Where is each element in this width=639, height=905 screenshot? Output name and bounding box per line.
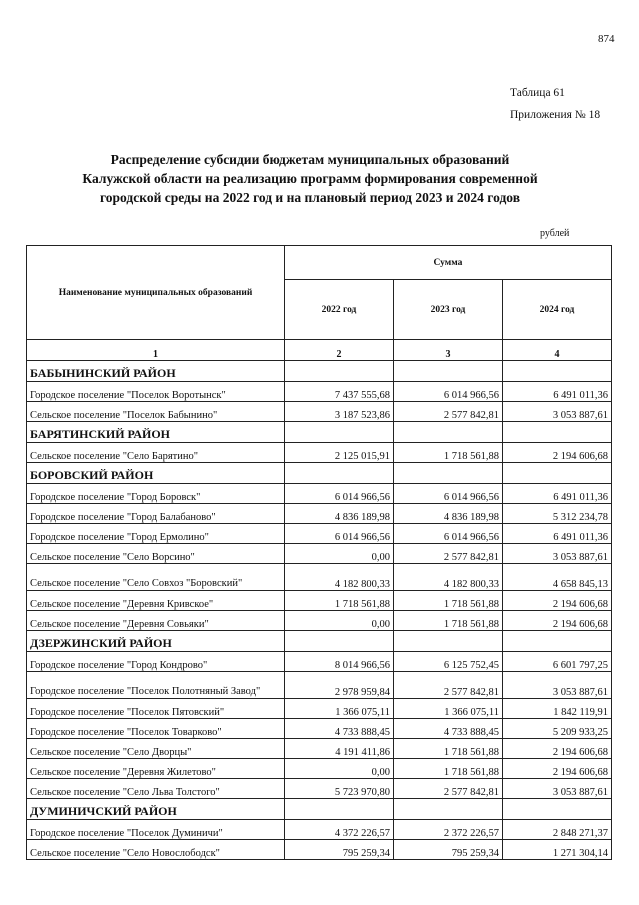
table-row	[27, 820, 612, 840]
municipality-name: Городское поселение "Поселок Товарково"	[27, 719, 285, 739]
municipality-name: Городское поселение "Город Ермолино"	[27, 524, 285, 544]
title-line: городской среды на 2022 год и на плановый период 2023 и 2024 годов	[100, 190, 520, 205]
amount-2024: 3 053 887,61	[503, 544, 612, 564]
empty-cell	[503, 422, 612, 443]
amount-2022: 4 836 189,98	[285, 504, 394, 524]
amount-2023: 1 366 075,11	[394, 699, 503, 719]
table-row	[27, 382, 612, 402]
amount-2023: 1 718 561,88	[394, 443, 503, 463]
empty-cell	[394, 422, 503, 443]
municipality-name: Городское поселение "Город Балабаново"	[27, 504, 285, 524]
title-line: Распределение субсидии бюджетам муниципальных образований	[110, 152, 510, 167]
empty-cell	[503, 631, 612, 652]
amount-2022: 2 978 959,84	[285, 672, 394, 699]
empty-cell	[285, 463, 394, 484]
document-title	[60, 150, 560, 207]
table-body	[27, 361, 612, 860]
amount-2023: 795 259,34	[394, 840, 503, 860]
header-sum: Сумма	[285, 246, 612, 280]
table-row	[27, 484, 612, 504]
amount-2022: 3 187 523,86	[285, 402, 394, 422]
empty-cell	[285, 799, 394, 820]
district-row	[27, 422, 612, 443]
municipality-name: Сельское поселение "Деревня Кривское"	[27, 591, 285, 611]
empty-cell	[285, 631, 394, 652]
amount-2024: 2 194 606,68	[503, 759, 612, 779]
amount-2023: 1 718 561,88	[394, 611, 503, 631]
district-row	[27, 361, 612, 382]
amount-2023: 1 718 561,88	[394, 759, 503, 779]
amount-2023: 2 577 842,81	[394, 544, 503, 564]
district-row	[27, 631, 612, 652]
empty-cell	[285, 361, 394, 382]
municipality-name: Сельское поселение "Село Ворсино"	[27, 544, 285, 564]
column-number: 2	[285, 340, 394, 361]
municipality-name: Сельское поселение "Поселок Бабынино"	[27, 402, 285, 422]
amount-2024: 2 194 606,68	[503, 443, 612, 463]
table-label: Таблица 61	[510, 87, 565, 99]
table-row	[27, 524, 612, 544]
header-year-2023: 2023 год	[394, 280, 503, 340]
amount-2023: 4 836 189,98	[394, 504, 503, 524]
appendix-label: Приложения № 18	[510, 109, 601, 121]
amount-2023: 6 014 966,56	[394, 382, 503, 402]
empty-cell	[285, 422, 394, 443]
empty-cell	[503, 799, 612, 820]
empty-cell	[503, 463, 612, 484]
amount-2022: 4 733 888,45	[285, 719, 394, 739]
district-name: ДЗЕРЖИНСКИЙ РАЙОН	[27, 631, 285, 652]
amount-2022: 6 014 966,56	[285, 484, 394, 504]
amount-2022: 7 437 555,68	[285, 382, 394, 402]
empty-cell	[394, 631, 503, 652]
amount-2022: 1 366 075,11	[285, 699, 394, 719]
amount-2023: 6 125 752,45	[394, 652, 503, 672]
amount-2024: 2 194 606,68	[503, 739, 612, 759]
amount-2022: 4 182 800,33	[285, 564, 394, 591]
table-row	[27, 699, 612, 719]
amount-2024: 3 053 887,61	[503, 672, 612, 699]
table-row	[27, 779, 612, 799]
table-row	[27, 591, 612, 611]
district-row	[27, 463, 612, 484]
amount-2024: 2 194 606,68	[503, 591, 612, 611]
amount-2022: 4 191 411,86	[285, 739, 394, 759]
amount-2022: 5 723 970,80	[285, 779, 394, 799]
empty-cell	[394, 463, 503, 484]
table-row	[27, 759, 612, 779]
table-row	[27, 672, 612, 699]
amount-2022: 0,00	[285, 759, 394, 779]
district-row	[27, 799, 612, 820]
district-name: БАРЯТИНСКИЙ РАЙОН	[27, 422, 285, 443]
amount-2024: 1 271 304,14	[503, 840, 612, 860]
header-name-column: Наименование муниципальных образований	[27, 246, 285, 340]
amount-2023: 6 014 966,56	[394, 484, 503, 504]
municipality-name: Сельское поселение "Деревня Совьяки"	[27, 611, 285, 631]
table-row	[27, 739, 612, 759]
amount-2023: 1 718 561,88	[394, 739, 503, 759]
district-name: ДУМИНИЧСКИЙ РАЙОН	[27, 799, 285, 820]
amount-2024: 3 053 887,61	[503, 779, 612, 799]
empty-cell	[394, 799, 503, 820]
empty-cell	[394, 361, 503, 382]
subsidy-table	[26, 245, 612, 860]
table-row	[27, 443, 612, 463]
table-row	[27, 504, 612, 524]
municipality-name: Сельское поселение "Село Совхоз "Боровский"	[27, 564, 285, 591]
table-row	[27, 840, 612, 860]
amount-2022: 1 718 561,88	[285, 591, 394, 611]
municipality-name: Городское поселение "Город Кондрово"	[27, 652, 285, 672]
amount-2022: 0,00	[285, 611, 394, 631]
district-name: БАБЫНИНСКИЙ РАЙОН	[27, 361, 285, 382]
amount-2023: 4 182 800,33	[394, 564, 503, 591]
page-number: 874	[598, 33, 615, 45]
municipality-name: Городское поселение "Поселок Воротынск"	[27, 382, 285, 402]
table-row	[27, 402, 612, 422]
district-name: БОРОВСКИЙ РАЙОН	[27, 463, 285, 484]
amount-2024: 6 491 011,36	[503, 382, 612, 402]
column-number: 1	[27, 340, 285, 361]
amount-2024: 5 312 234,78	[503, 504, 612, 524]
amount-2024: 4 658 845,13	[503, 564, 612, 591]
municipality-name: Городское поселение "Поселок Полотняный Завод"	[27, 672, 285, 699]
amount-2022: 795 259,34	[285, 840, 394, 860]
municipality-name: Сельское поселение "Село Новослободск"	[27, 840, 285, 860]
amount-2024: 6 491 011,36	[503, 484, 612, 504]
municipality-name: Сельское поселение "Село Льва Толстого"	[27, 779, 285, 799]
amount-2022: 8 014 966,56	[285, 652, 394, 672]
amount-2022: 0,00	[285, 544, 394, 564]
amount-2022: 2 125 015,91	[285, 443, 394, 463]
municipality-name: Городское поселение "Город Боровск"	[27, 484, 285, 504]
municipality-name: Сельское поселение "Село Дворцы"	[27, 739, 285, 759]
amount-2024: 2 194 606,68	[503, 611, 612, 631]
amount-2022: 4 372 226,57	[285, 820, 394, 840]
amount-2023: 2 577 842,81	[394, 779, 503, 799]
municipality-name: Сельское поселение "Село Барятино"	[27, 443, 285, 463]
municipality-name: Сельское поселение "Деревня Жилетово"	[27, 759, 285, 779]
amount-2024: 2 848 271,37	[503, 820, 612, 840]
amount-2022: 6 014 966,56	[285, 524, 394, 544]
amount-2024: 5 209 933,25	[503, 719, 612, 739]
amount-2024: 6 491 011,36	[503, 524, 612, 544]
amount-2023: 2 577 842,81	[394, 402, 503, 422]
amount-2023: 2 372 226,57	[394, 820, 503, 840]
amount-2023: 6 014 966,56	[394, 524, 503, 544]
table-row	[27, 719, 612, 739]
empty-cell	[503, 361, 612, 382]
amount-2024: 1 842 119,91	[503, 699, 612, 719]
municipality-name: Городское поселение "Поселок Пятовский"	[27, 699, 285, 719]
table-row	[27, 652, 612, 672]
table-row	[27, 544, 612, 564]
municipality-name: Городское поселение "Поселок Думиничи"	[27, 820, 285, 840]
amount-2024: 6 601 797,25	[503, 652, 612, 672]
table-row	[27, 564, 612, 591]
column-number: 3	[394, 340, 503, 361]
header-year-2024: 2024 год	[503, 280, 612, 340]
amount-2024: 3 053 887,61	[503, 402, 612, 422]
title-line: Калужской области на реализацию программ формирования современной	[82, 171, 538, 186]
column-number: 4	[503, 340, 612, 361]
amount-2023: 1 718 561,88	[394, 591, 503, 611]
amount-2023: 2 577 842,81	[394, 672, 503, 699]
table-row	[27, 611, 612, 631]
amount-2023: 4 733 888,45	[394, 719, 503, 739]
units-label: рублей	[540, 228, 570, 239]
header-year-2022: 2022 год	[285, 280, 394, 340]
